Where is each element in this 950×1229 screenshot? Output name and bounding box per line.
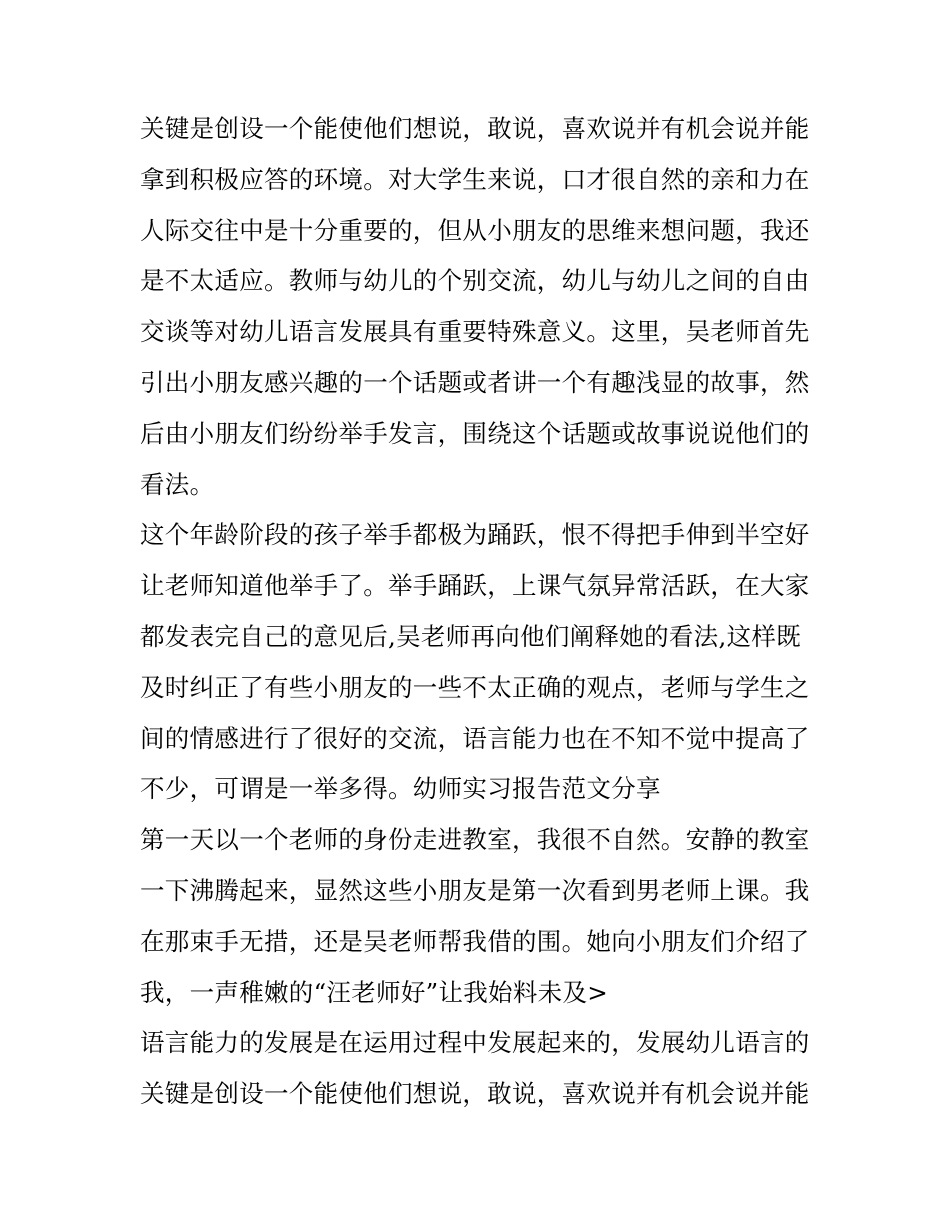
text-line: 交谈等对幼儿语言发展具有重要特殊意义。这里，吴老师首先 [140,317,810,347]
text-line: 关键是创设一个能使他们想说，敢说，喜欢说并有机会说并能 [140,1079,810,1109]
text-line: 间的情感进行了很好的交流，语言能力也在不知不觉中提高了 [140,723,810,753]
text-line: 不少，可谓是一举多得。幼师实习报告范文分享 [140,774,661,804]
text-line: 让老师知道他举手了。举手踊跃，上课气氛异常活跃，在大家 [140,571,810,601]
text-line: 看法。 [140,469,215,499]
text-line: 后由小朋友们纷纷举手发言，围绕这个话题或故事说说他们的 [140,418,810,448]
text-line: 引出小朋友感兴趣的一个话题或者讲一个有趣浅显的故事，然 [140,367,810,397]
text-line: 是不太适应。教师与幼儿的个别交流，幼儿与幼儿之间的自由 [140,266,810,296]
document-page [140,104,820,1120]
text-line: 都发表完自己的意见后,吴老师再向他们阐释她的看法,这样既 [140,621,801,651]
text-line: 在那束手无措，还是吴老师帮我借的围。她向小朋友们介绍了 [140,926,810,956]
text-line: 关键是创设一个能使他们想说，敢说，喜欢说并有机会说并能 [140,114,810,143]
text-line: 拿到积极应答的环境。对大学生来说，口才很自然的亲和力在 [140,164,810,194]
text-line: 及时纠正了有些小朋友的一些不太正确的观点，老师与学生之 [140,672,810,702]
text-line: 一下沸腾起来，显然这些小朋友是第一次看到男老师上课。我 [140,875,810,905]
text-line: 第一天以一个老师的身份走进教室，我很不自然。安静的教室 [140,825,810,855]
text-line: 人际交往中是十分重要的，但从小朋友的思维来想问题，我还 [140,215,810,245]
text-line: 这个年龄阶段的孩子举手都极为踊跃，恨不得把手伸到半空好 [140,520,810,550]
text-line: 我，一声稚嫩的“汪老师好”让我始料未及> [140,977,609,1007]
text-line: 语言能力的发展是在运用过程中发展起来的，发展幼儿语言的 [140,1028,810,1058]
